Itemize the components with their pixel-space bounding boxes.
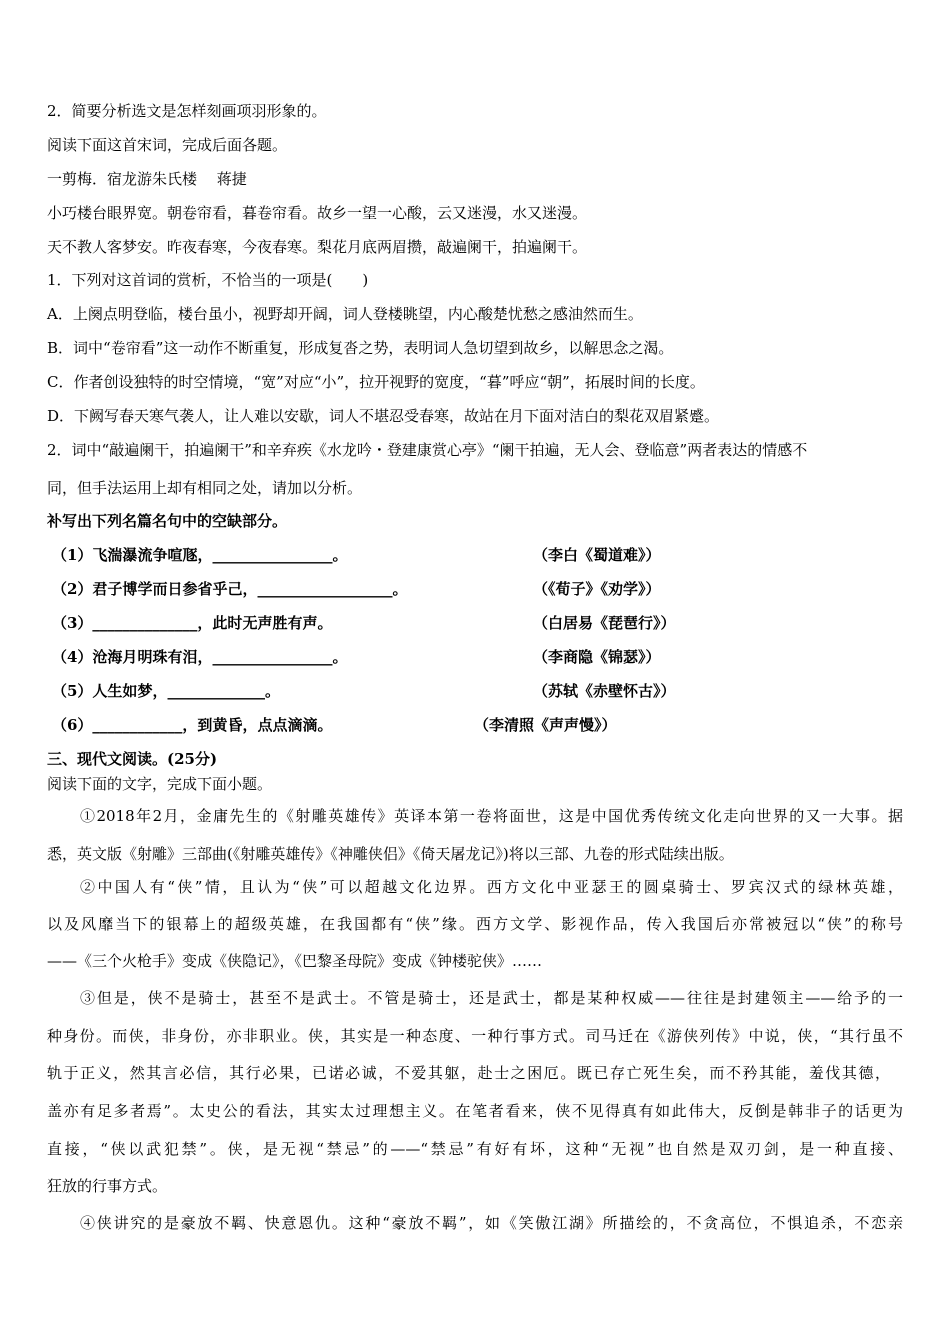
fill-in-title: 补写出下列名篇名句中的空缺部分。 (47, 512, 288, 530)
option-b: B．词中“卷帘看”这一动作不断重复，形成复沓之势，表明词人急切望到故乡，以解思念之渴。 (47, 339, 674, 357)
section-3-heading: 三、现代文阅读。(25分) (47, 750, 218, 768)
fill-item-4-source: （李商隐《锦瑟》） (533, 648, 661, 666)
reading-intro: 阅读下面的文字，完成下面小题。 (47, 775, 273, 793)
option-a: A．上阕点明登临，楼台虽小，视野却开阔，词人登楼眺望，内心酸楚忧愁之感油然而生。 (47, 305, 643, 323)
paragraph-4-line-1: ④侠讲究的是豪放不羁、快意恩仇。这种“豪放不羁”，如《笑傲江湖》所描绘的，不贪高位，不惧追杀，不恋亲 (80, 1214, 903, 1232)
fill-item-3: （3）______________，此时无声胜有声。 (52, 614, 333, 632)
paragraph-3-line-5: 直接，“侠以武犯禁”。侠，是无视“禁忌”的——“禁忌”有好有坏，这种“无视”也自然是双刃剑，是一种直接、 (47, 1140, 903, 1158)
poem-line-2: 天不教人客梦安。昨夜春寒，今夜春寒。梨花月底两眉攒，敲遍阑干，拍遍阑干。 (47, 238, 588, 256)
fill-item-5: （5）人生如梦，_____________。 (52, 682, 280, 700)
fill-item-4: （4）沧海月明珠有泪，________________。 (52, 648, 348, 666)
paragraph-2-line-2: 以及风靡当下的银幕上的超级英雄，在我国都有“侠”缘。西方文学、影视作品，传入我国后亦常被冠以“侠”的称号 (47, 915, 903, 933)
fill-item-5-source: （苏轼《赤壁怀古》） (533, 682, 676, 700)
question-1: 1．下列对这首词的赏析，不恰当的一项是( ) (47, 271, 369, 289)
fill-item-2: （2）君子博学而日参省乎己，__________________。 (52, 580, 408, 598)
option-d: D．下阙写春天寒气袭人，让人难以安歇，词人不堪忍受春寒，故站在月下面对洁白的梨花双眉紧蹙。 (47, 407, 720, 425)
option-c: C．作者创设独特的时空情境，“宽”对应“小”，拉开视野的宽度，“暮”呼应“朝”，拓展时间的长度。 (47, 373, 705, 391)
question-2-prev: 2．简要分析选文是怎样刻画项羽形象的。 (47, 102, 327, 120)
fill-item-3-source: （白居易《琵琶行》） (533, 614, 676, 632)
paragraph-3-line-1: ③但是，侠不是骑士，甚至不是武士。不管是骑士，还是武士，都是某种权威——往往是封建领主——给予的一 (80, 989, 903, 1007)
fill-item-1: （1）飞湍瀑流争喧豗，________________。 (52, 546, 348, 564)
poem-title: 一剪梅．宿龙游朱氏楼 蒋捷 (47, 170, 247, 188)
question-2-line-2: 同，但手法运用上却有相同之处，请加以分析。 (47, 479, 363, 497)
paragraph-3-line-6: 狂放的行事方式。 (47, 1177, 168, 1195)
question-2-line-1: 2．词中“敲遍阑干，拍遍阑干”和辛弃疾《水龙吟・登建康赏心亭》“阑干拍遍，无人会、登临意”两者表达的情感不 (47, 441, 808, 459)
poem-intro: 阅读下面这首宋词，完成后面各题。 (47, 136, 288, 154)
fill-item-6-source: （李清照《声声慢》） (474, 716, 617, 734)
fill-item-1-source: （李白《蜀道难》） (533, 546, 661, 564)
paragraph-3-line-4: 盖亦有足多者焉”。太史公的看法，其实太过理想主义。在笔者看来，侠不见得真有如此伟大，反倒是韩非子的话更为 (47, 1102, 903, 1120)
paragraph-2-line-1: ②中国人有“侠”情，且认为“侠”可以超越文化边界。西方文化中亚瑟王的圆桌骑士、罗宾汉式的绿林英雄， (80, 878, 903, 896)
paragraph-3-line-2: 种身份。而侠，非身份，亦非职业。侠，其实是一种态度、一种行事方式。司马迁在《游侠列传》中说，侠，“其行虽不 (47, 1027, 903, 1045)
paragraph-1-line-2: 悉，英文版《射雕》三部曲(《射雕英雄传》《神雕侠侣》《倚天屠龙记》)将以三部、九卷的形式陆续出版。 (47, 845, 734, 863)
paragraph-1-line-1: ①2018年2月，金庸先生的《射雕英雄传》英译本第一卷将面世，这是中国优秀传统文化走向世界的又一大事。据 (80, 807, 903, 825)
paragraph-2-line-3: ——《三个火枪手》变成《侠隐记》，《巴黎圣母院》变成《钟楼驼侠》…… (47, 952, 543, 970)
poem-line-1: 小巧楼台眼界宽。朝卷帘看，暮卷帘看。故乡一望一心酸，云又迷漫，水又迷漫。 (47, 204, 588, 222)
fill-item-6: （6）____________，到黄昏，点点滴滴。 (52, 716, 333, 734)
paragraph-3-line-3: 轨于正义，然其言必信，其行必果，已诺必诚，不爱其躯，赴士之困厄。既已存亡死生矣，而不矜其能，羞伐其德， (47, 1064, 890, 1082)
fill-item-2-source: （《荀子》《劝学》） (533, 580, 661, 598)
